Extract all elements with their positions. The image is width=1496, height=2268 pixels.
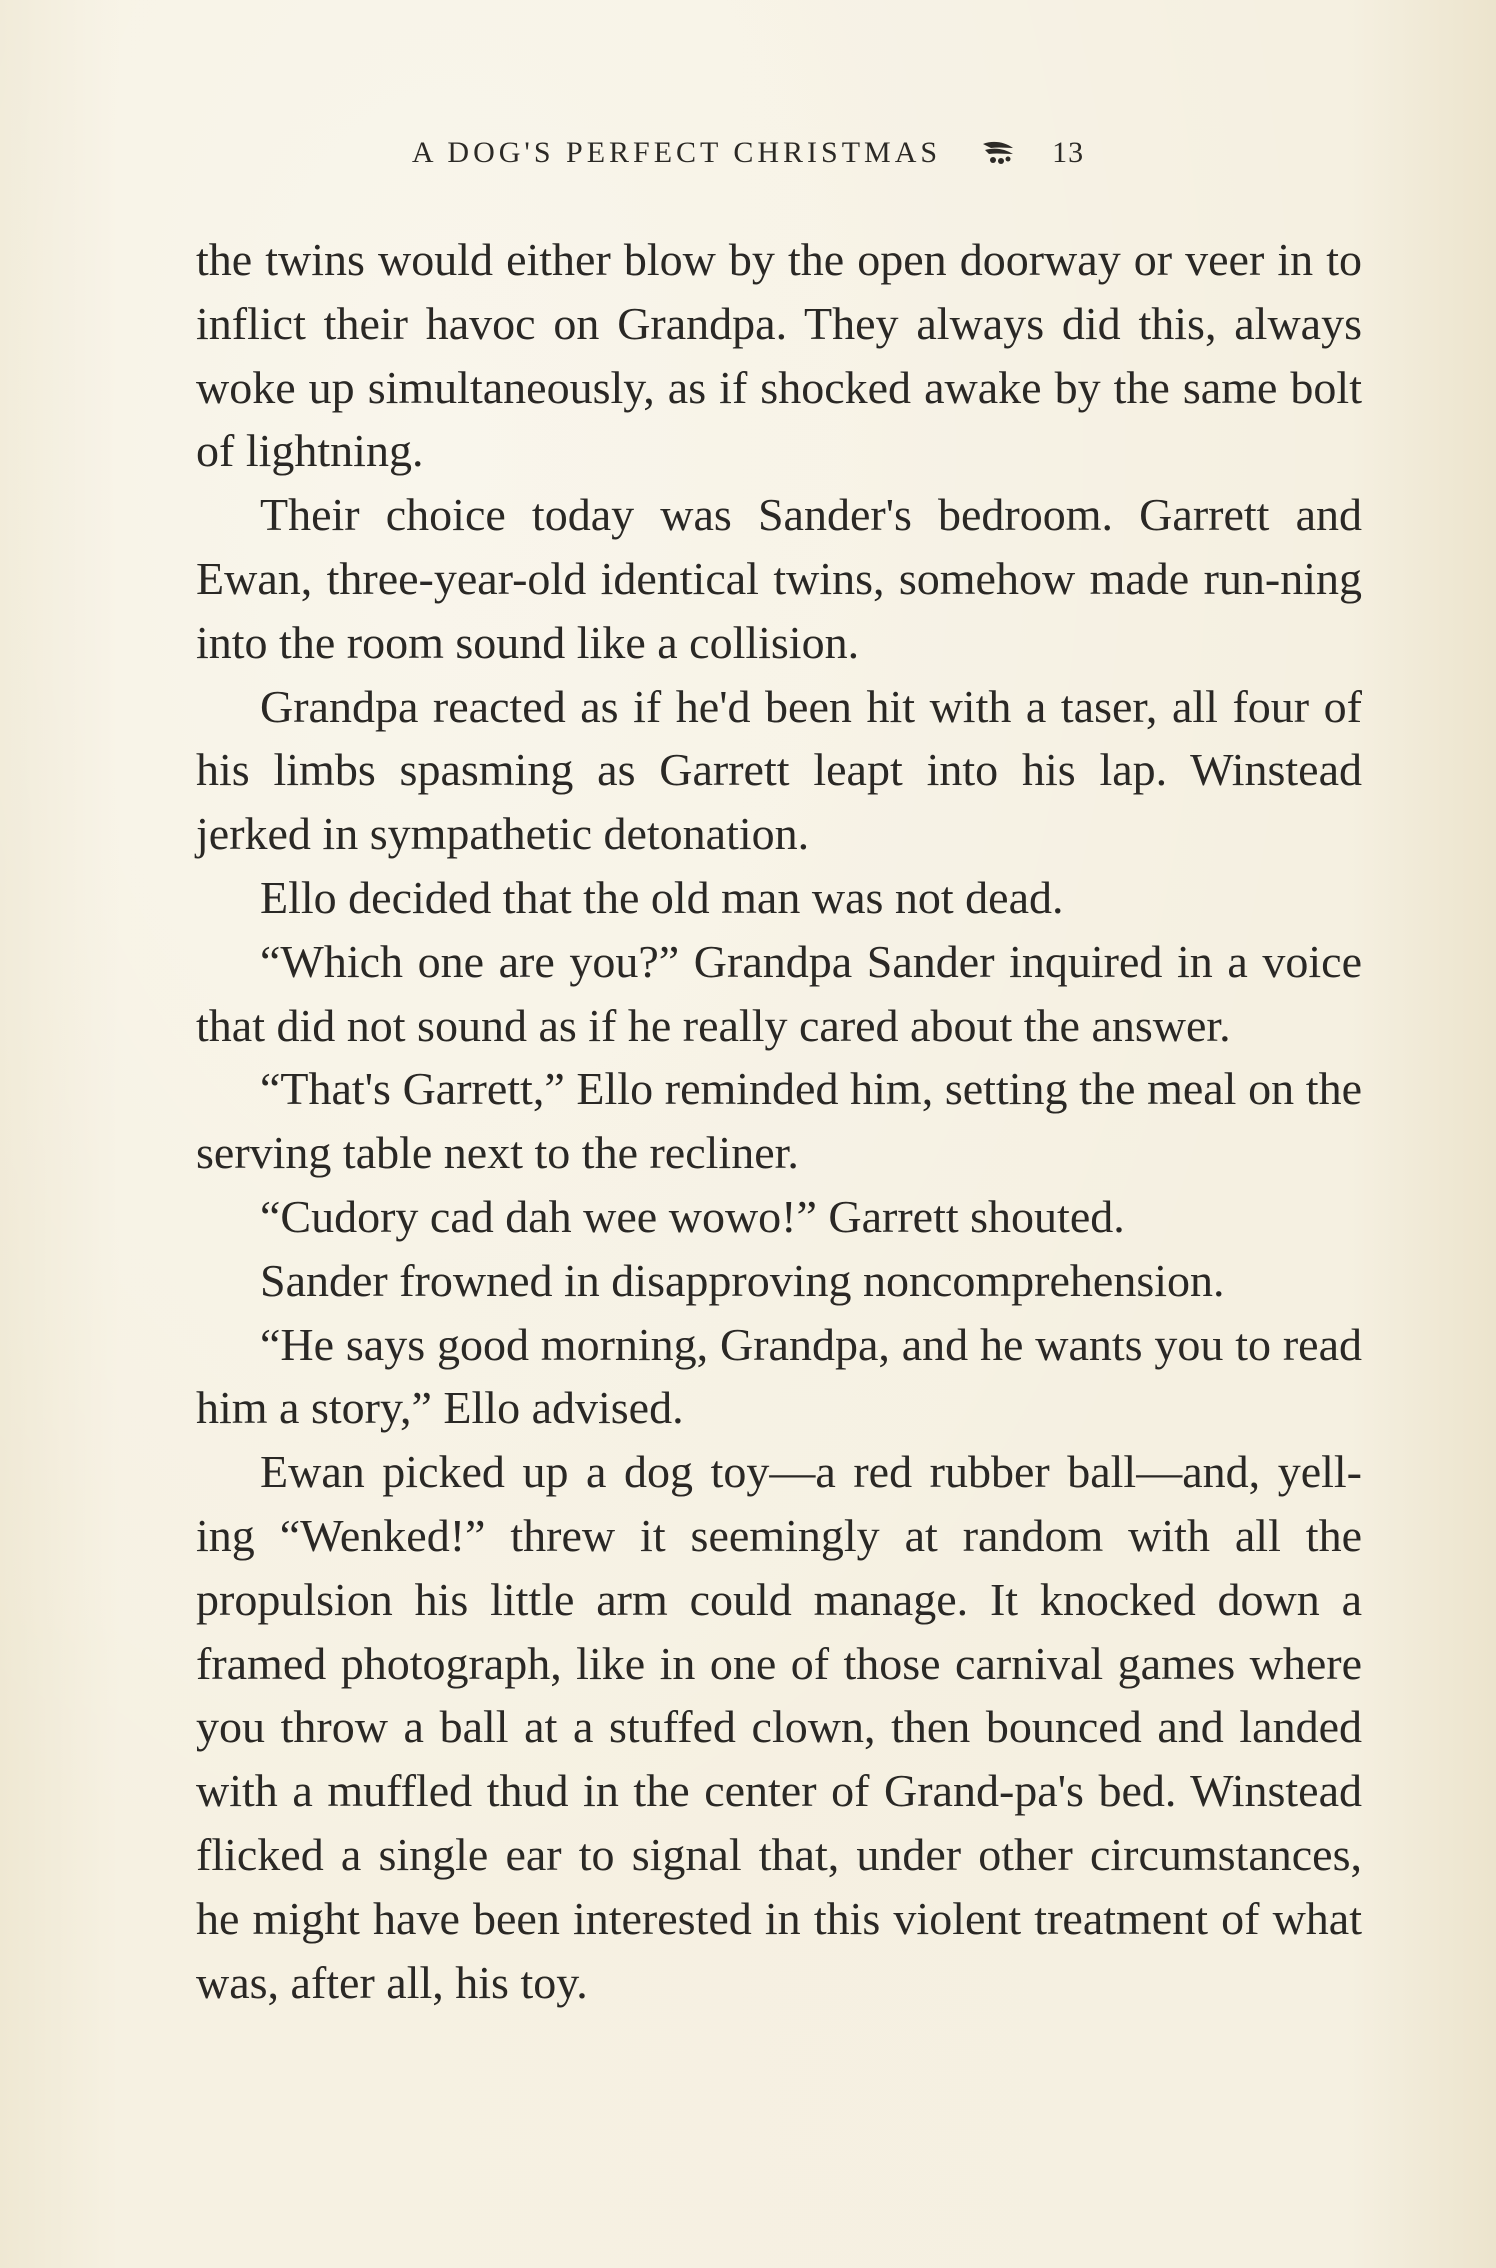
paragraph: “Which one are you?” Grandpa Sander inquired in a voice that did not sound as if he really cared about the answer. <box>196 935 1362 1051</box>
running-header <box>0 134 1496 170</box>
paragraph: Ewan picked up a dog toy—a red rubber ball—and, yell-ing “Wenked!” threw it seemingly at random with all the propulsion his little arm could manage. It knocked down a framed photograph, like in one of those carnival games where you throw a ball at a stuffed clown, then bounced and landed with a muffled thud in the center of Grand-pa's bed. Winstead flicked a single ear to signal that, under other circumstances, he might have been interested in this violent treatment of what was, after all, his toy. <box>196 1446 1362 2008</box>
running-title: A DOG'S PERFECT CHRISTMAS <box>411 136 942 170</box>
paragraph: Ello decided that the old man was not dead. <box>260 871 1064 923</box>
paragraph: “That's Garrett,” Ello reminded him, setting the meal on the serving table next to the recliner. <box>196 1063 1362 1179</box>
paragraph: Sander frowned in disapproving noncomprehension. <box>260 1254 1225 1306</box>
paragraph: Their choice today was Sander's bedroom. Garrett and Ewan, three-year-old identical twins, somehow made run-ning into the room sound like a collision. <box>196 489 1362 668</box>
page-number: 13 <box>1052 136 1085 170</box>
paragraph: “He says good morning, Grandpa, and he wants you to read him a story,” Ello advised. <box>196 1318 1362 1434</box>
paw-leaf-ornament-icon <box>979 138 1019 168</box>
paragraph: “Cudory cad dah wee wowo!” Garrett shouted. <box>260 1190 1125 1242</box>
paragraph: Grandpa reacted as if he'd been hit with a taser, all four of his limbs spasming as Garrett leapt into his lap. Winstead jerked in sympathetic detonation. <box>196 680 1362 860</box>
paragraph: the twins would either blow by the open doorway or veer in to inflict their havoc on Grandpa. They always did this, always woke up simultaneously, as if shocked awake by the same bolt of lightning. <box>196 234 1362 477</box>
body-text <box>196 228 1362 2014</box>
